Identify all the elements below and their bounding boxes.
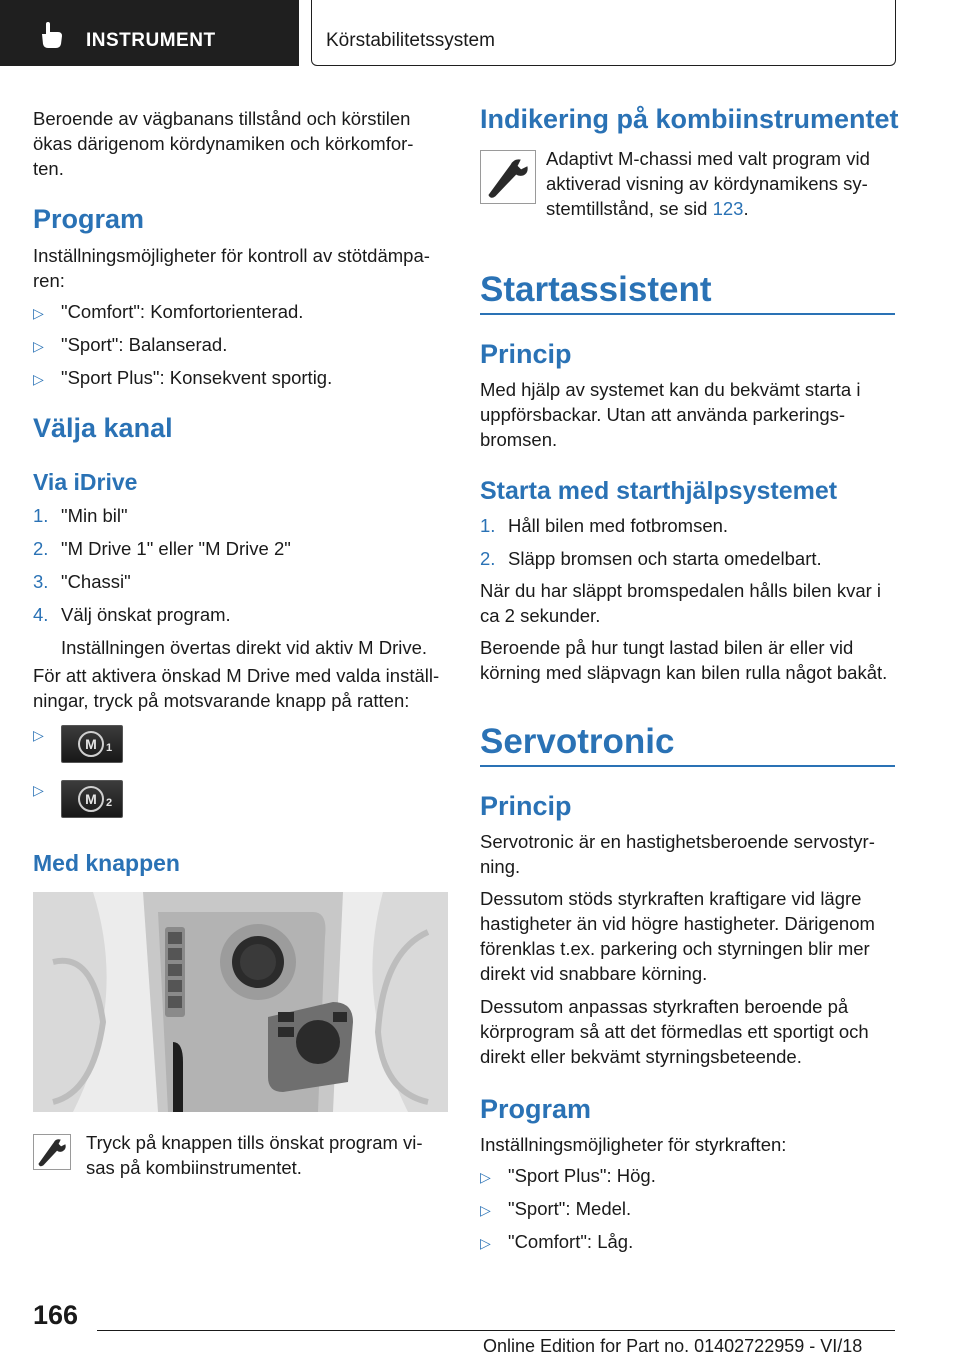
m2-steering-button[interactable] xyxy=(61,780,123,818)
text-line: sas på kombiinstrumentet. xyxy=(86,1157,302,1178)
list-item xyxy=(480,1229,656,1262)
text-line: ningar, tryck på motsvarande knapp på ratten: xyxy=(33,690,410,711)
list-item-text: "Sport": Medel. xyxy=(508,1198,632,1219)
text-line: ning. xyxy=(480,856,521,877)
step-text: Håll bilen med fotbromsen. xyxy=(508,515,729,536)
text-line: För att aktivera önskad M Drive med valda inställ- xyxy=(33,665,440,686)
console-illustration xyxy=(33,892,448,1112)
servo-paragraph-3 xyxy=(480,994,869,1069)
step-text: "Chassi" xyxy=(61,571,131,592)
indik-heading: Indikering på kombiinstrumentet xyxy=(480,104,899,134)
text-fragment: stemtillstånd, se sid xyxy=(546,198,713,219)
program-heading: Program xyxy=(33,204,145,234)
step-number: 2. xyxy=(33,538,49,559)
princip1-text xyxy=(480,377,860,452)
starta-heading: Starta med starthjälpsystemet xyxy=(480,477,838,505)
program-list xyxy=(33,299,332,398)
indik-text xyxy=(546,146,870,221)
text-line: bromsen. xyxy=(480,429,558,450)
text-line: Beroende av vägbanans tillstånd och körstilen xyxy=(33,108,411,129)
footer-rule xyxy=(97,1330,895,1331)
princip1-heading: Princip xyxy=(480,339,572,369)
list-item xyxy=(33,569,427,602)
text-line: Med hjälp av systemet kan du bekvämt starta i xyxy=(480,379,861,400)
text-line: Inställningsmöjligheter för kontroll av stötdämpa- xyxy=(33,245,430,266)
text-line: Tryck på knappen tills önskat program vi- xyxy=(86,1132,423,1153)
intro-paragraph xyxy=(33,106,413,181)
text-line: aktiverad visning av kördynamikens sy- xyxy=(546,173,868,194)
list-item xyxy=(480,546,822,579)
text-line: Beroende på hur tungt lastad bilen är eller vid xyxy=(480,637,854,658)
triangle-bullet-icon: ▷ xyxy=(480,1202,491,1218)
text-line xyxy=(546,196,870,221)
text-line: Adaptivt M-chassi med valt program vid xyxy=(546,148,870,169)
section-tab xyxy=(311,0,896,66)
list-item xyxy=(33,602,427,635)
triangle-bullet-icon: ▷ xyxy=(33,338,44,354)
triangle-bullet-icon: ▷ xyxy=(480,1235,491,1251)
text-line: körning med släpvagn kan bilen rulla något bakåt. xyxy=(480,662,888,683)
wrench-icon xyxy=(33,1134,71,1170)
step-number: 1. xyxy=(33,505,49,526)
pointing-hand-icon xyxy=(36,20,66,50)
text-line: ökas därigenom kördynamiken och körkomfor- xyxy=(33,133,414,154)
list-item-text: "Sport Plus": Hög. xyxy=(508,1165,656,1186)
list-item xyxy=(33,536,427,569)
list-item xyxy=(480,1196,656,1229)
step-text: "M Drive 1" eller "M Drive 2" xyxy=(61,538,291,559)
triangle-bullet-icon: ▷ xyxy=(33,727,44,743)
text-line: ca 2 sekunder. xyxy=(480,605,601,626)
activate-paragraph xyxy=(33,663,439,713)
button-index: 2 xyxy=(106,797,113,809)
list-item-text: "Comfort": Låg. xyxy=(508,1231,634,1252)
text-line: hastigheter än vid högre hastigheter. Därigenom xyxy=(480,913,875,934)
page-link[interactable]: 123 xyxy=(712,198,744,219)
text-line: direkt eller bekvämt styrningsbeteende. xyxy=(480,1046,802,1067)
program2-heading: Program xyxy=(480,1094,592,1124)
list-item-text: "Sport Plus": Konsekvent sportig. xyxy=(61,367,333,388)
idrive-steps xyxy=(33,503,427,660)
text-line: ten. xyxy=(33,158,64,179)
center-console-photo xyxy=(33,892,448,1112)
servo-paragraph-1 xyxy=(480,829,875,879)
step-subtext: Inställningen övertas direkt vid aktiv M Drive. xyxy=(61,637,428,658)
wrench-icon xyxy=(480,150,536,204)
page-number: 166 xyxy=(33,1300,79,1330)
button-index: 1 xyxy=(106,742,113,754)
chapter-tab[interactable] xyxy=(0,0,299,66)
text-line: direkt vid snabbare körning. xyxy=(480,963,708,984)
list-item xyxy=(33,299,332,332)
step-text: Välj önskat program. xyxy=(61,604,231,625)
list-item xyxy=(480,513,822,546)
note-text xyxy=(86,1130,423,1180)
triangle-bullet-icon: ▷ xyxy=(33,371,44,387)
triangle-bullet-icon: ▷ xyxy=(480,1169,491,1185)
text-line: körprogram så att det förmedlas ett sportigt och xyxy=(480,1021,869,1042)
text-line: förenklas t.ex. parkering och styrningen blir mer xyxy=(480,938,870,959)
starta-steps xyxy=(480,513,822,579)
list-item xyxy=(33,503,427,536)
idrive-heading: Via iDrive xyxy=(33,469,138,495)
m-logo-icon: M xyxy=(78,731,104,757)
triangle-bullet-icon: ▷ xyxy=(33,305,44,321)
step-text: "Min bil" xyxy=(61,505,128,526)
chapter-label: INSTRUMENT xyxy=(86,30,216,51)
text-fragment: . xyxy=(743,198,749,219)
starta-paragraph-2 xyxy=(480,635,887,685)
list-item xyxy=(33,332,332,365)
servo-heading: Servotronic xyxy=(480,722,675,761)
step-text: Släpp bromsen och starta omedelbart. xyxy=(508,548,822,569)
triangle-bullet-icon: ▷ xyxy=(33,782,44,798)
list-item-text: "Sport": Balanserad. xyxy=(61,334,228,355)
list-item xyxy=(480,1163,656,1196)
kanal-heading: Välja kanal xyxy=(33,413,173,443)
m1-steering-button[interactable] xyxy=(61,725,123,763)
section-label: Körstabilitetssystem xyxy=(326,30,495,51)
heading-rule xyxy=(480,313,895,315)
start-heading: Startassistent xyxy=(480,270,712,309)
step-number: 1. xyxy=(480,515,496,536)
servo-paragraph-2 xyxy=(480,886,875,986)
m-logo-icon: M xyxy=(78,786,104,812)
heading-rule xyxy=(480,765,895,767)
edition-text: Online Edition for Part no. 01402722959 - VI/18 xyxy=(483,1336,863,1356)
page-header xyxy=(0,0,960,66)
text-line: Servotronic är en hastighetsberoende servostyr- xyxy=(480,831,875,852)
starta-paragraph-1 xyxy=(480,578,881,628)
step-number: 3. xyxy=(33,571,49,592)
text-line: ren: xyxy=(33,270,65,291)
step-number: 2. xyxy=(480,548,496,569)
text-line: Dessutom stöds styrkraften kraftigare vid lägre xyxy=(480,888,862,909)
list-item xyxy=(33,365,332,398)
text-line: När du har släppt bromspedalen hålls bilen kvar i xyxy=(480,580,882,601)
princip2-heading: Princip xyxy=(480,791,572,821)
text-line: uppförsbackar. Utan att använda parkerings- xyxy=(480,404,846,425)
step-number: 4. xyxy=(33,604,49,625)
text-line: Dessutom anpassas styrkraften beroende på xyxy=(480,996,849,1017)
knappen-heading: Med knappen xyxy=(33,850,180,876)
program-text xyxy=(33,243,430,293)
list-item-text: "Comfort": Komfortorienterad. xyxy=(61,301,304,322)
program2-text: Inställningsmöjligheter för styrkraften: xyxy=(480,1134,787,1155)
program2-list xyxy=(480,1163,656,1262)
